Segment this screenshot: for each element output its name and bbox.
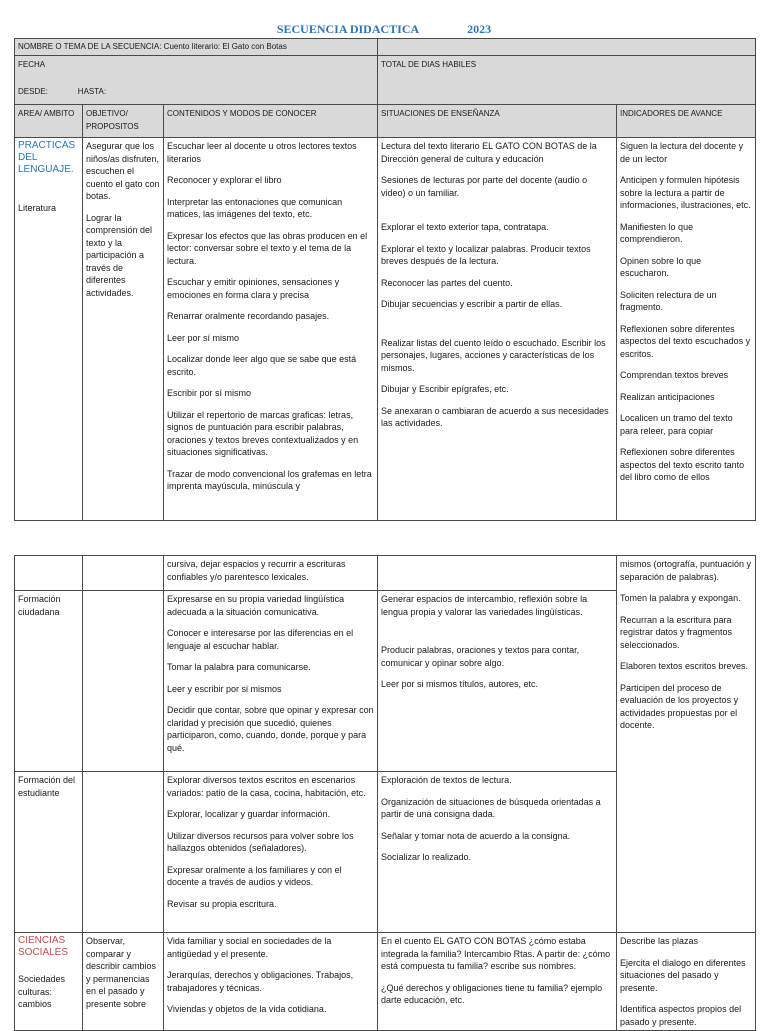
indicador-item: Describe las plazas — [620, 936, 699, 946]
indicador-item: Soliciten relectura de un fragmento. — [620, 289, 717, 312]
contenido-item: Utilizar diversos recursos para volver sobre los hallazgos obtenidos (señaladores). — [167, 830, 354, 853]
fecha-label: FECHA — [18, 60, 46, 69]
contenido-item: Escribir por sí mismo — [167, 388, 252, 398]
indicador-item: Realizan anticipaciones — [620, 391, 715, 402]
situacion-item: Realizar listas del cuento leído o escuchado. Escribir los personajes, lugares, acciones y características de los mismos. — [381, 337, 606, 373]
col-indicadores: INDICADORES DE AVANCE — [617, 105, 756, 138]
contenido-item: Viviendas y objetos de la vida cotidiana. — [167, 1004, 327, 1014]
total-dias-label: TOTAL DE DIAS HABILES — [378, 56, 756, 105]
contenidos-cell — [164, 591, 378, 772]
indicador-item: Participen del proceso de evaluación de los proyectos y actividades propuestas por el docente. — [620, 682, 739, 730]
situacion-item: Exploración de textos de lectura. — [381, 775, 512, 785]
contenidos-cell — [164, 933, 378, 1031]
indicador-item: Comprendan textos breves — [620, 370, 729, 380]
indicador-item: Localicen un tramo del texto para releer, para copiar — [620, 413, 733, 436]
situacion-item: Reconocer las partes del cuento. — [381, 277, 513, 288]
row-ciencias-sociales — [15, 933, 756, 1031]
situacion-item: Dibujar y Escribir epígrafes, etc. — [381, 384, 509, 394]
situacion-item: Se anexaran o cambiaran de acuerdo a sus necesidades las actividades. — [381, 405, 609, 428]
contenido-item: Leer por sí mismo — [167, 332, 240, 343]
indicadores-cell — [617, 933, 756, 1031]
situacion-item: Lectura del texto literario EL GATO CON BOTAS de la Dirección general de cultura y educación — [381, 141, 597, 164]
objetivo-cell: Observar, comparar y describir cambios y permanencias en el pasado y presente sobre — [83, 933, 164, 1031]
col-area: AREA/ AMBITO — [15, 105, 83, 138]
situacion-item: Dibujar secuencias y escribir a partir de ellas. — [381, 299, 563, 309]
situacion-item: Producir palabras, oraciones y textos para contar, comunicar y opinar sobre algo. — [381, 645, 580, 668]
indicador-item: Ejercita el dialogo en diferentes situaciones del pasado y presente. — [620, 957, 746, 993]
situacion-item: Generar espacios de intercambio, reflexión sobre la lengua propia y valorar las variedades lingüísticas. — [381, 594, 588, 617]
indicador-item: Opinen sobre lo que escucharon. — [620, 255, 702, 278]
contenido-item: Revisar su propia escritura. — [167, 898, 277, 909]
title-year: 2023 — [467, 22, 492, 36]
indicadores-continuation-cell — [617, 556, 756, 933]
objetivo-text: Lograr la comprensión del texto y la participación a través de diferentes actividades. — [86, 212, 153, 298]
indicador-item: Reflexionen sobre diferentes aspectos del texto escuchados y escritos. — [620, 323, 751, 359]
situacion-item: Explorar el texto y localizar palabras. Producir textos breves después de la lectura. — [381, 243, 591, 266]
indicador-item: mismos (ortografía, puntuación y separación de palabras). — [620, 559, 752, 582]
area-sub: Literatura — [18, 203, 57, 213]
contenido-item: Trazar de modo convencional los grafemas en letra imprenta mayúscula, minúscula y — [167, 468, 372, 491]
contenido-item: Interpretar las entonaciones que comunican matices, las imágenes del texto, etc. — [167, 196, 343, 219]
name-row — [15, 39, 756, 56]
contenido-item: Tomar la palabra para comunicarse. — [167, 662, 311, 672]
contenido-item: Expresar los efectos que las obras producen en el lector: conversar sobre el texto y el tema de la lectura. — [167, 230, 368, 266]
contenidos-continuation: cursiva, dejar espacios y recurrir a escrituras confiables y/o parentesco lexicales. — [164, 556, 378, 591]
contenidos-cell — [164, 138, 378, 521]
indicador-item: Reflexionen sobre diferentes aspectos del texto escrito tanto del libro como de ellos — [620, 447, 745, 482]
objetivo-cell — [83, 138, 164, 521]
indicador-item: Siguen la lectura del docente y de un lector — [620, 141, 744, 164]
contenido-item: Renarrar oralmente recordando pasajes. — [167, 311, 330, 321]
date-row — [15, 56, 756, 105]
situaciones-cell — [378, 591, 617, 772]
area-sub: Sociedades culturas: cambios — [18, 974, 66, 1009]
contenido-item: Conocer e interesarse por las diferencias en el lenguaje al escuchar hablar. — [167, 628, 354, 651]
date-cell — [15, 56, 378, 105]
col-contenidos: CONTENIDOS Y MODOS DE CONOCER — [164, 105, 378, 138]
contenido-item: Escuchar leer al docente u otros lectores textos literarios — [167, 141, 357, 164]
situacion-item: Sesiones de lecturas por parte del docente (audio o video) o un familiar. — [381, 175, 588, 198]
area-cell — [15, 138, 83, 521]
situacion-item: En el cuento EL GATO CON BOTAS ¿cómo estaba integrada la familia? Intercambio Rtas. A partir de: ¿cómo está compuesta tu familia? escribe sus nombres. — [381, 936, 611, 971]
situaciones-cell — [378, 933, 617, 1031]
sequence-table-page-1 — [14, 38, 756, 521]
sequence-table-page-2 — [14, 555, 756, 1031]
area-title: PRACTICAS DEL LENGUAJE. — [18, 140, 76, 175]
situaciones-cell — [378, 138, 617, 521]
col-objetivo: OBJETIVO/ PROPOSITOS — [83, 105, 164, 138]
area-title: CIENCIAS SOCIALES — [18, 935, 69, 958]
area-cell: Formación del estudiante — [15, 772, 83, 933]
indicador-item: Anticipen y formulen hipótesis sobre la lectura a partir de informaciones, ilustraciones, etc. — [620, 175, 751, 210]
contenido-item: Expresar oralmente a los familiares y con el docente a través de audios y videos. — [167, 864, 342, 887]
situacion-item: Señalar y tomar nota de acuerdo a la consigna. — [381, 830, 571, 841]
indicador-item: Manifiesten lo que comprendieron. — [620, 221, 694, 244]
contenido-item: Decidir que contar, sobre que opinar y expresar con claridad y precisión que sucedió, quienes participaron, como, cuando, donde, porque y para qué. — [167, 705, 374, 753]
objetivo-text: Asegurar que los niños/as disfruten, escuchen el cuento el gato con botas. — [86, 141, 160, 201]
contenido-item: Explorar, localizar y guardar información. — [167, 809, 331, 819]
indicador-item: Recurran a la escritura para registrar datos y fragmentos seleccionados. — [620, 614, 733, 650]
contenido-item: Leer y escribir por si mismos — [167, 683, 282, 694]
situacion-item: Organización de situaciones de búsqueda orientadas a partir de una consigna dada. — [381, 796, 601, 819]
situacion-item: ¿Qué derechos y obligaciones tiene tu familia? ejemplo darte educación, etc. — [381, 982, 603, 1005]
contenido-item: Utilizar el repertorio de marcas graficas: letras, signos de puntuación para escribir palabras, oraciones y textos breves contextualizados y en situaciones significativas. — [167, 409, 359, 457]
sequence-name-label: NOMBRE O TEMA DE LA SECUENCIA: Cuento literario: El Gato con Botas — [15, 39, 378, 56]
indicador-item: Elaboren textos escritos breves. — [620, 661, 749, 671]
situaciones-cell — [378, 772, 617, 933]
title-text: SECUENCIA DIDACTICA — [276, 22, 420, 36]
area-cell — [15, 933, 83, 1031]
contenido-item: Localizar donde leer algo que se sabe que está escrito. — [167, 354, 357, 377]
continuation-row — [15, 556, 756, 591]
col-situaciones: SITUACIONES DE ENSEÑANZA — [378, 105, 617, 138]
contenido-item: Expresarse en su propia variedad lingüística adecuada a la situación comunicativa. — [167, 594, 345, 617]
indicador-item: Identifica aspectos propios del pasado y presente. — [620, 1004, 742, 1027]
contenido-item: Vida familiar y social en sociedades de la antigüedad y el presente. — [167, 936, 332, 959]
situacion-item: Socializar lo realizado. — [381, 852, 472, 862]
row-practicas-lenguaje — [15, 138, 756, 521]
contenido-item: Explorar diversos textos escritos en escenarios variados: patio de la casa, cocina, habitación, etc. — [167, 775, 366, 798]
indicador-item: Tomen la palabra y expongan. — [620, 593, 741, 603]
column-header-row — [15, 105, 756, 138]
situacion-item: Explorar el texto exterior tapa, contratapa. — [381, 222, 549, 232]
contenidos-cell — [164, 772, 378, 933]
area-cell: Formación ciudadana — [15, 591, 83, 772]
situacion-item: Leer por si mismos títulos, autores, etc. — [381, 679, 539, 689]
contenido-item: Escuchar y emitir opiniones, sensaciones y emociones en forma clara y precisa — [167, 277, 340, 300]
document-title — [0, 22, 768, 37]
contenido-item: Reconocer y explorar el libro — [167, 175, 282, 185]
hasta-label: HASTA: — [77, 87, 107, 96]
desde-label: DESDE: — [18, 87, 48, 96]
contenido-item: Jerarquías, derechos y obligaciones. Trabajos, trabajadores y técnicas. — [167, 970, 354, 993]
indicadores-cell — [617, 138, 756, 521]
